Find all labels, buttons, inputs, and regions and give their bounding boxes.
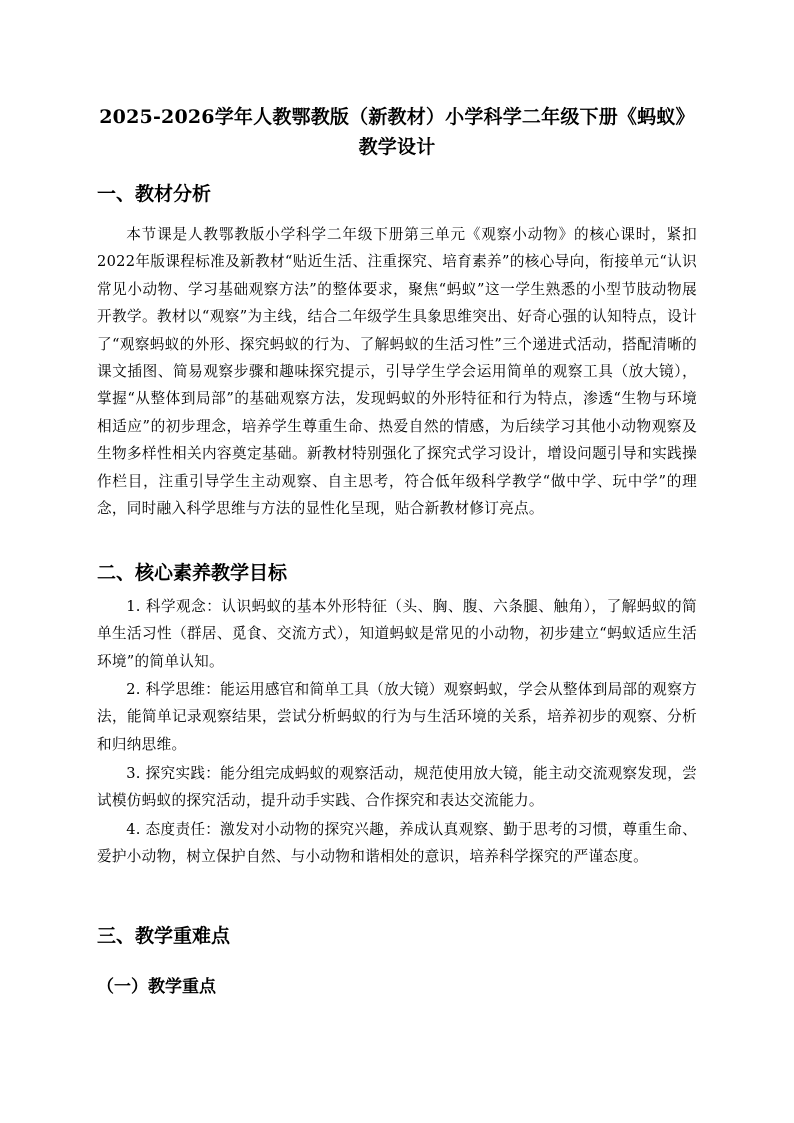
- paragraph-goal-attitude-responsibility: 4. 态度责任：激发对小动物的探究兴趣，养成认真观察、勤于思考的习惯，尊重生命、爱护小动物，树立保护自然、与小动物和谐相处的意识，培养科学探究的严谨态度。: [97, 821, 697, 866]
- document-title: 2025-2026学年人教鄂教版（新教材）小学科学二年级下册《蚂蚁》教学设计: [99, 106, 695, 158]
- section-heading-textbook-analysis: 一、教材分析: [97, 183, 212, 205]
- paragraph-goal-scientific-concept: 1. 科学观念：认识蚂蚁的基本外形特征（头、胸、腹、六条腿、触角），了解蚂蚁的简单生活习性（群居、觅食、交流方式），知道蚂蚁是常见的小动物，初步建立“蚂蚁适应生活环境”的简单认知。: [97, 598, 697, 670]
- paragraph-goal-inquiry-practice: 3. 探究实践：能分组完成蚂蚁的观察活动，规范使用放大镜，能主动交流观察发现，尝试模仿蚂蚁的探究活动，提升动手实践、合作探究和表达交流能力。: [97, 765, 697, 810]
- paragraph-textbook-analysis: 本节课是人教鄂教版小学科学二年级下册第三单元《观察小动物》的核心课时，紧扣2022年版课程标准及新教材“贴近生活、注重探究、培育素养”的核心导向，衔接单元“认识常见小动物、学习基础观察方法”的整体要求，聚焦“蚂蚁”这一学生熟悉的小型节肢动物展开教学。教材以“观察”为主线，结合二年级学生具象思维突出、好奇心强的认知特点，设计了“观察蚂蚁的外形、探究蚂蚁的行为、了解蚂蚁的生活习性”三个递进式活动，搭配清晰的课文插图、简易观察步骤和趣味探究提示，引导学生学会运用简单的观察工具（放大镜），掌握“从整体到局部”的基础观察方法，发现蚂蚁的外形特征和行为特点，渗透“生物与环境相适应”的初步理念，培养学生尊重生命、热爱自然的情感，为后续学习其他小动物观察及生物多样性相关内容奠定基础。新教材特别强化了探究式学习设计，增设问题引导和实践操作栏目，注重引导学生主动观察、自主思考，符合低年级科学教学“做中学、玩中学”的理念，同时融入科学思维与方法的显性化呈现，贴合新教材修订亮点。: [97, 226, 697, 518]
- section-heading-key-difficult-points: 三、教学重难点: [97, 925, 231, 947]
- section-heading-teaching-goals: 二、核心素养教学目标: [97, 562, 288, 584]
- subsection-heading-teaching-key-points: （一）教学重点: [97, 977, 216, 997]
- paragraph-goal-scientific-thinking: 2. 科学思维：能运用感官和简单工具（放大镜）观察蚂蚁，学会从整体到局部的观察方法，能简单记录观察结果，尝试分析蚂蚁的行为与生活环境的关系，培养初步的观察、分析和归纳思维。: [97, 681, 697, 753]
